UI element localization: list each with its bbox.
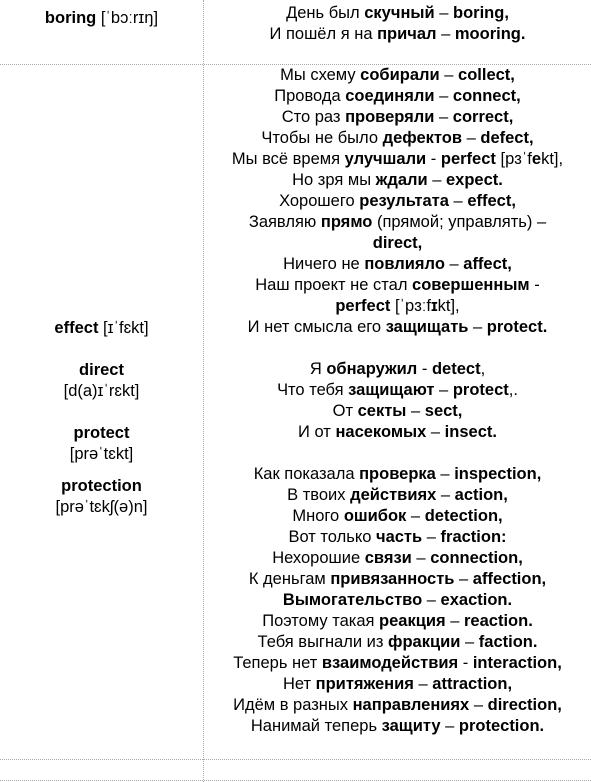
poem-line	[204, 128, 591, 149]
plain-text: И от	[298, 423, 336, 441]
plain-text: –	[422, 591, 441, 609]
plain-text: –	[411, 549, 431, 567]
plain-text: –	[413, 675, 433, 693]
poem-line	[204, 632, 591, 653]
bold-word: насекомых	[335, 423, 427, 441]
bold-word: дефектов	[382, 129, 463, 147]
bold-word: boring,	[453, 4, 509, 22]
bold-word: направлениях	[352, 696, 470, 714]
bold-word: inspection,	[454, 465, 542, 483]
plain-text: ,	[480, 360, 486, 378]
plain-text: Как показала	[253, 465, 360, 483]
plain-text: Но зря мы	[292, 171, 376, 189]
plain-text: Мы всё время	[231, 150, 345, 168]
plain-text: –	[406, 507, 425, 525]
bold-word: ждали	[375, 171, 428, 189]
plain-text: Нет	[282, 675, 316, 693]
bold-word: interaction,	[472, 654, 562, 672]
plain-text: И пошёл я на	[269, 25, 378, 43]
bold-word: affection,	[472, 570, 547, 588]
plain-text: Ничего не	[283, 255, 365, 273]
plain-text: В твоих	[287, 486, 351, 504]
bold-word: fraction:	[440, 528, 507, 546]
poem-line	[204, 674, 591, 695]
plain-text: –	[436, 25, 455, 43]
plain-text: Вот только	[288, 528, 376, 546]
plain-text: –	[468, 318, 487, 336]
poem-line	[204, 170, 591, 191]
term-ipa: [d(a)ɪˈrɛkt]	[63, 382, 140, 400]
poem-line	[204, 590, 591, 611]
bold-word: часть	[376, 528, 423, 546]
plain-text: –	[436, 486, 455, 504]
poem-line	[204, 107, 591, 128]
poem-line	[204, 485, 591, 506]
plain-text: -	[458, 654, 473, 672]
bold-word: action,	[454, 486, 508, 504]
bold-word: perfect	[440, 150, 496, 168]
bold-word: e	[531, 150, 542, 168]
plain-text: –	[460, 633, 479, 651]
poem-line	[204, 317, 591, 338]
bold-word: perfect	[335, 297, 391, 315]
term-word: direct	[79, 361, 124, 379]
plain-text: –	[406, 402, 425, 420]
plain-text: ,.	[508, 381, 518, 399]
plain-text: –	[434, 4, 454, 22]
bold-word: проверяли	[345, 108, 435, 126]
bold-word: connect,	[452, 87, 521, 105]
bold-word: exaction.	[440, 591, 513, 609]
bold-word: effect,	[467, 192, 516, 210]
plain-text: Теперь нет	[233, 654, 322, 672]
plain-text: –	[462, 129, 481, 147]
bold-word: скучный	[364, 4, 435, 22]
bold-word: причал	[377, 25, 437, 43]
plain-text: –	[426, 423, 445, 441]
poem-line	[204, 212, 591, 233]
bold-word: reaction.	[464, 612, 533, 630]
bold-word: собирали	[360, 66, 440, 84]
plain-text: –	[435, 465, 455, 483]
poem-line	[204, 527, 591, 548]
plain-text: День был	[286, 4, 365, 22]
row1-poem-cell	[204, 3, 591, 45]
bold-word: insect.	[444, 423, 497, 441]
plain-text: –	[454, 570, 473, 588]
plain-text: Тебя выгнали из	[257, 633, 389, 651]
plain-text: Мы схему	[280, 66, 361, 84]
poem-line	[204, 380, 591, 401]
bold-word: protection.	[458, 717, 545, 735]
poem-line	[204, 716, 591, 737]
plain-text: –	[434, 108, 453, 126]
bold-word: проверка	[359, 465, 436, 483]
bold-word: фракции	[388, 633, 461, 651]
poem-line	[204, 653, 591, 674]
bold-word: expect.	[446, 171, 503, 189]
poem-line	[204, 422, 591, 443]
plain-text: Много	[292, 507, 344, 525]
bold-word: sect,	[424, 402, 463, 420]
bold-word: connection,	[430, 549, 523, 567]
plain-text: -	[417, 360, 432, 378]
bold-word: correct,	[452, 108, 514, 126]
poem-line	[204, 464, 591, 485]
plain-text: –	[469, 696, 488, 714]
bold-word: защищать	[385, 318, 469, 336]
poem-line	[204, 611, 591, 632]
bold-word: mooring.	[454, 25, 526, 43]
bold-word: привязанность	[330, 570, 455, 588]
poem-line	[204, 401, 591, 422]
plain-text: –	[422, 528, 441, 546]
bold-word: ɪ	[430, 297, 438, 315]
plain-text: –	[439, 66, 459, 84]
plain-text: –	[448, 192, 468, 210]
plain-text: [ˈpɜːf	[390, 297, 431, 315]
poem-line	[204, 86, 591, 107]
bold-word: соединяли	[345, 87, 435, 105]
bold-word: faction.	[478, 633, 538, 651]
bold-word: protect	[452, 381, 509, 399]
bold-word: direction,	[487, 696, 562, 714]
plain-text: -	[529, 276, 540, 294]
bold-word: defect,	[480, 129, 534, 147]
row2-poem-cell	[204, 65, 591, 737]
plain-text: –	[427, 171, 446, 189]
bold-word: collect,	[458, 66, 515, 84]
plain-text: Сто раз	[281, 108, 346, 126]
bold-word: обнаружил	[326, 360, 418, 378]
bold-word: притяжения	[315, 675, 414, 693]
plain-text: И нет смысла его	[247, 318, 386, 336]
poem-line	[204, 149, 591, 170]
poem-line	[204, 548, 591, 569]
bold-word: взаимодействия	[321, 654, 459, 672]
bold-word: Вымогательство	[282, 591, 423, 609]
poem-line	[204, 3, 591, 24]
plain-text: (прямой; управлять) –	[372, 213, 547, 231]
term-protection	[0, 476, 203, 518]
bold-word: detect	[431, 360, 481, 378]
plain-text: –	[444, 255, 464, 273]
term-protect	[0, 423, 203, 476]
bold-word: секты	[357, 402, 407, 420]
bold-word: direct,	[372, 234, 423, 252]
row-divider	[0, 780, 591, 781]
bold-word: действиях	[350, 486, 437, 504]
row2-terms-cell	[0, 318, 203, 518]
bold-word: ошибок	[343, 507, 407, 525]
row1-term-cell	[0, 8, 203, 29]
poem-line	[204, 24, 591, 45]
bold-word: affect,	[463, 255, 512, 273]
plain-text: Чтобы не было	[261, 129, 383, 147]
term-direct	[0, 360, 203, 423]
poem-line	[204, 359, 591, 380]
poem-line	[204, 233, 591, 254]
term-ipa: [ɪˈfɛkt]	[103, 319, 149, 337]
plain-text: Идём в разных	[233, 696, 353, 714]
plain-text: Нехорошие	[272, 549, 365, 567]
poem-line	[204, 695, 591, 716]
bold-word: protect.	[486, 318, 548, 336]
bold-word: attraction,	[432, 675, 513, 693]
bold-word: защиту	[381, 717, 441, 735]
term-word: boring	[44, 9, 97, 27]
poem-line	[204, 296, 591, 317]
plain-text: Заявляю	[248, 213, 321, 231]
plain-text: kt],	[437, 297, 460, 315]
poem-line	[204, 569, 591, 590]
row-divider	[0, 759, 591, 760]
plain-text: Поэтому такая	[262, 612, 380, 630]
plain-text: –	[434, 87, 453, 105]
plain-text: Наш проект не стал	[255, 276, 413, 294]
poem-line	[204, 65, 591, 86]
blank-line	[204, 443, 591, 464]
blank-line	[204, 338, 591, 359]
poem-line	[204, 275, 591, 296]
term-ipa: [prəˈtɛkʃ(ə)n]	[55, 498, 148, 516]
plain-text: Хорошего	[279, 192, 360, 210]
term-word: effect	[54, 319, 99, 337]
term-ipa: [prəˈtɛkt]	[69, 445, 134, 463]
bold-word: улучшали	[344, 150, 427, 168]
poem-line	[204, 506, 591, 527]
term-word: protection	[61, 477, 142, 495]
bold-word: прямо	[320, 213, 373, 231]
plain-text: –	[434, 381, 453, 399]
bold-word: detection,	[424, 507, 503, 525]
plain-text: [pɜˈf	[495, 150, 532, 168]
plain-text: К деньгам	[248, 570, 331, 588]
term-effect	[0, 318, 203, 360]
plain-text: Я	[309, 360, 327, 378]
poem-line	[204, 254, 591, 275]
bold-word: связи	[364, 549, 412, 567]
plain-text: Что тебя	[277, 381, 349, 399]
plain-text: kt],	[541, 150, 564, 168]
plain-text: Провода	[274, 87, 346, 105]
bold-word: реакция	[379, 612, 446, 630]
term-word: protect	[73, 424, 130, 442]
plain-text: –	[440, 717, 459, 735]
plain-text: –	[445, 612, 465, 630]
plain-text: -	[426, 150, 441, 168]
bold-word: защищают	[348, 381, 435, 399]
bold-word: результата	[359, 192, 449, 210]
bold-word: повлияло	[364, 255, 445, 273]
plain-text: Нанимай теперь	[250, 717, 382, 735]
poem-line	[204, 191, 591, 212]
bold-word: совершенным	[412, 276, 530, 294]
plain-text: От	[332, 402, 358, 420]
term-ipa: [ˈbɔːrɪŋ]	[100, 9, 159, 27]
